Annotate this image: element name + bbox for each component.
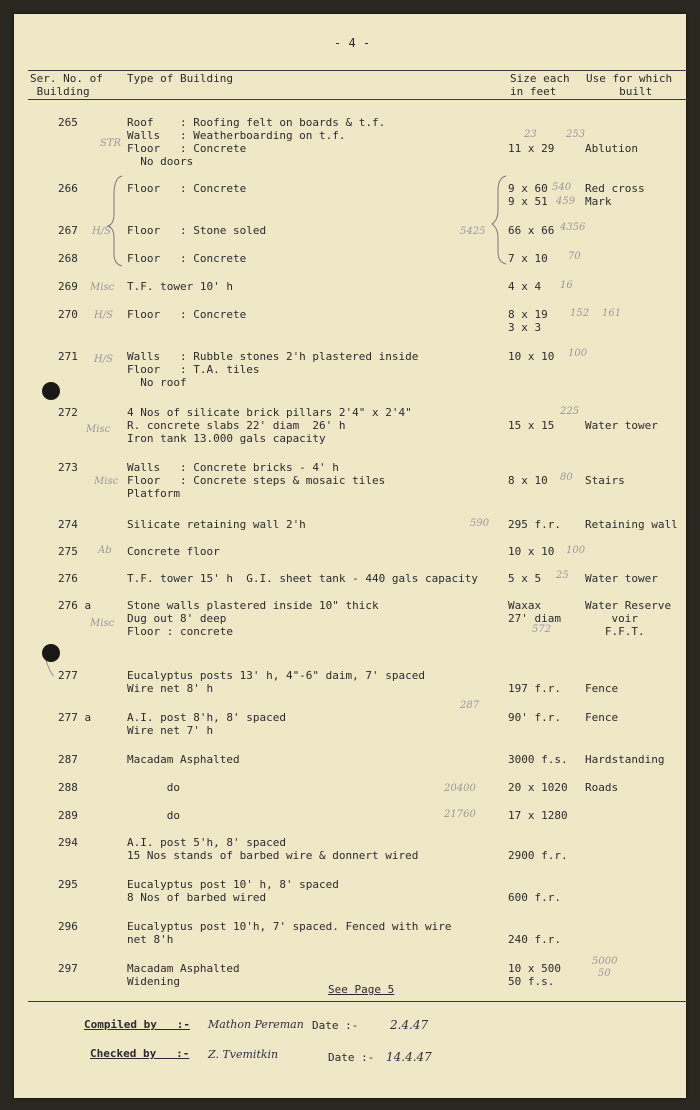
size: 90' f.r. [508, 711, 561, 724]
size: 15 x 15 [508, 419, 555, 432]
ser-no: 276 [58, 572, 78, 585]
type-of-building: T.F. tower 10' h [127, 280, 233, 293]
pencil-note: Misc [94, 476, 119, 487]
pencil-note: 287 [460, 700, 480, 711]
pencil-note: 80 [560, 472, 573, 483]
ser-no: 277 [58, 669, 78, 682]
pencil-note: 20400 [444, 783, 476, 794]
punch-hole [42, 644, 60, 662]
type-of-building: T.F. tower 15' h G.I. sheet tank - 440 gals capacity [127, 572, 478, 585]
pencil-note: 253 [566, 129, 586, 140]
ser-no: 277 a [58, 711, 92, 724]
size: 197 f.r. [508, 682, 561, 695]
ser-no: 296 [58, 920, 78, 933]
size: 66 x 66 [508, 224, 555, 237]
checked-date: 14.4.47 [386, 1050, 432, 1064]
pencil-note: STR [100, 138, 122, 149]
ser-no: 273 [58, 461, 78, 474]
ser-no: 297 [58, 962, 78, 975]
type-of-building: Eucalyptus post 10'h, 7' spaced. Fenced with wire net 8'h [127, 920, 452, 946]
type-of-building: Roof : Roofing felt on boards & t.f. Walls : Weatherboarding on t.f. Floor : Concrete No doors [127, 116, 386, 168]
size: 3000 f.s. [508, 753, 568, 766]
use: Fence [585, 682, 619, 695]
size: 600 f.r. [508, 891, 561, 904]
ser-no: 269 [58, 280, 78, 293]
type-of-building: do [127, 781, 180, 794]
ser-no: 267 [58, 224, 78, 237]
size: 17 x 1280 [508, 809, 568, 822]
checked-by-signature: Z. Tvemitkin [208, 1048, 279, 1061]
pencil-note: 70 [568, 251, 581, 262]
punch-hole [42, 382, 60, 400]
pencil-note: 152 [570, 308, 590, 319]
pencil-marks [14, 14, 686, 1098]
use: Water tower [585, 419, 658, 432]
size: 5 x 5 [508, 572, 542, 585]
ser-no: 294 [58, 836, 78, 849]
document-page [14, 14, 686, 1098]
type-of-building: do [127, 809, 180, 822]
size: 10 x 10 [508, 350, 555, 363]
pencil-note: Ab [98, 545, 112, 556]
type-of-building: Concrete floor [127, 545, 220, 558]
pencil-note: 225 [560, 406, 580, 417]
pencil-note: 4356 [560, 222, 586, 233]
use: Stairs [585, 474, 625, 487]
use: Ablution [585, 142, 638, 155]
header-ser-no: Ser. No. of Building [30, 72, 103, 98]
pencil-note: 23 [524, 129, 537, 140]
size: 7 x 10 [508, 252, 548, 265]
size: 20 x 1020 [508, 781, 568, 794]
pencil-note: 16 [560, 280, 573, 291]
type-of-building: A.I. post 5'h, 8' spaced 15 Nos stands of barbed wire & donnert wired [127, 836, 419, 862]
type-of-building: Floor : Concrete [127, 252, 247, 265]
type-of-building: Eucalyptus post 10' h, 8' spaced 8 Nos of barbed wired [127, 878, 339, 904]
type-of-building: Floor : Concrete [127, 182, 247, 195]
ser-no: 274 [58, 518, 78, 531]
ser-no: 271 [58, 350, 78, 363]
use: Roads [585, 781, 619, 794]
size: 240 f.r. [508, 933, 561, 946]
type-of-building: Macadam Asphalted [127, 753, 240, 766]
pencil-note: Misc [90, 282, 115, 293]
type-of-building: Eucalyptus posts 13' h, 4"-6" daim, 7' spaced Wire net 8' h [127, 669, 426, 695]
pencil-note: 5425 [460, 226, 486, 237]
size: 11 x 29 [508, 142, 555, 155]
see-page-link: See Page 5 [328, 983, 395, 996]
use: Hardstanding [585, 753, 665, 766]
pencil-note: 572 [532, 624, 552, 635]
size: 8 x 19 3 x 3 [508, 308, 548, 334]
header-use: Use for which built [586, 72, 673, 98]
pencil-note: 21760 [444, 809, 476, 820]
pencil-note: 590 [470, 518, 490, 529]
ser-no: 276 a [58, 599, 92, 612]
size: 10 x 500 50 f.s. [508, 962, 561, 988]
type-of-building: Floor : Concrete [127, 308, 247, 321]
ser-no: 288 [58, 781, 78, 794]
pencil-note: H/S [94, 310, 113, 321]
use: Fence [585, 711, 619, 724]
pencil-note: H/S [94, 354, 113, 365]
ser-no: 275 [58, 545, 78, 558]
size: 9 x 60 9 x 51 [508, 182, 548, 208]
size: 10 x 10 [508, 545, 555, 558]
size: 4 x 4 [508, 280, 542, 293]
type-of-building: Macadam Asphalted Widening [127, 962, 240, 988]
pencil-note: 459 [556, 196, 576, 207]
pencil-note: 100 [566, 545, 586, 556]
pencil-note: Misc [90, 618, 115, 629]
ser-no: 287 [58, 753, 78, 766]
use: Retaining wall [585, 518, 678, 531]
ser-no: 289 [58, 809, 78, 822]
pencil-note: 161 [602, 308, 622, 319]
pencil-note: 540 [552, 182, 572, 193]
ser-no: 266 [58, 182, 78, 195]
size: 2900 f.r. [508, 849, 568, 862]
pencil-note: 5000 [592, 956, 618, 967]
ser-no: 268 [58, 252, 78, 265]
use: Red cross Mark [585, 182, 645, 208]
pencil-note: 25 [556, 570, 569, 581]
ser-no: 270 [58, 308, 78, 321]
header-type: Type of Building [127, 72, 233, 85]
type-of-building: Floor : Stone soled [127, 224, 267, 237]
header-size: Size each in feet [510, 72, 570, 98]
pencil-note: Misc [86, 424, 111, 435]
use: Water Reserve voir F.F.T. [585, 599, 672, 638]
pencil-note: 50 [598, 968, 611, 979]
type-of-building: Stone walls plastered inside 10" thick Dug out 8' deep Floor : concrete [127, 599, 379, 638]
size: 8 x 10 [508, 474, 548, 487]
compiled-date-label: Date :- [312, 1019, 359, 1032]
compiled-by-label: Compiled by :- [84, 1018, 190, 1031]
type-of-building: Silicate retaining wall 2'h [127, 518, 306, 531]
type-of-building: Walls : Rubble stones 2'h plastered inside Floor : T.A. tiles No roof [127, 350, 419, 389]
ser-no: 265 [58, 116, 78, 129]
compiled-date: 2.4.47 [390, 1018, 429, 1032]
size: Waxax 27' diam [508, 599, 561, 625]
checked-date-label: Date :- [328, 1051, 375, 1064]
pencil-note: H/S [92, 226, 111, 237]
type-of-building: A.I. post 8'h, 8' spaced Wire net 7' h [127, 711, 286, 737]
ser-no: 272 [58, 406, 78, 419]
pencil-note: 100 [568, 348, 588, 359]
type-of-building: Walls : Concrete bricks - 4' h Floor : Concrete steps & mosaic tiles Platform [127, 461, 386, 500]
ser-no: 295 [58, 878, 78, 891]
checked-by-label: Checked by :- [90, 1047, 190, 1060]
type-of-building: 4 Nos of silicate brick pillars 2'4" x 2'4" R. concrete slabs 22' diam 26' h Iron tank 13.000 gals capacity [127, 406, 412, 445]
size: 295 f.r. [508, 518, 561, 531]
compiled-by-signature: Mathon Pereman [208, 1018, 304, 1031]
use: Water tower [585, 572, 658, 585]
page-number: - 4 - [334, 36, 371, 50]
